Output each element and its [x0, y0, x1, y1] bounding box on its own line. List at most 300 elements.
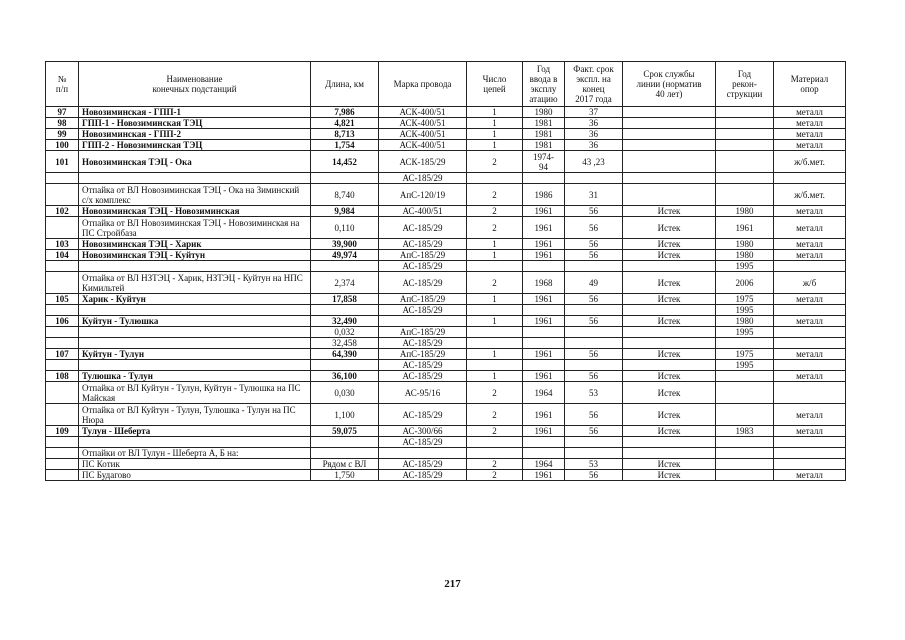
cell-year: 1961	[523, 239, 565, 250]
cell-circuits	[467, 305, 523, 316]
cell-material	[774, 360, 846, 371]
table-row	[46, 426, 846, 437]
cell-name: Новозиминская ТЭЦ - Новозиминская	[79, 206, 311, 217]
cell-num	[46, 184, 79, 206]
table-row	[46, 118, 846, 129]
cell-service	[623, 140, 716, 151]
cell-term: 56	[565, 404, 623, 426]
cell-recon: 1983	[716, 426, 774, 437]
cell-service: Истек	[623, 382, 716, 404]
table-row	[46, 239, 846, 250]
cell-term	[565, 360, 623, 371]
cell-year	[523, 305, 565, 316]
cell-length: 9,984	[311, 206, 379, 217]
cell-service: Истек	[623, 426, 716, 437]
cell-name: Новозиминская ТЭЦ - Ока	[79, 151, 311, 173]
cell-length: 36,100	[311, 371, 379, 382]
header-wire: Марка провода	[379, 62, 467, 107]
header-row	[46, 62, 846, 107]
header-name: Наименование конечных подстанций	[79, 62, 311, 107]
cell-recon: 1995	[716, 360, 774, 371]
cell-material: металл	[774, 426, 846, 437]
cell-wire: АС-300/66	[379, 426, 467, 437]
cell-term: 56	[565, 349, 623, 360]
cell-year: 1968	[523, 272, 565, 294]
cell-circuits	[467, 360, 523, 371]
cell-year	[523, 360, 565, 371]
cell-service	[623, 173, 716, 184]
cell-term: 56	[565, 217, 623, 239]
cell-wire: АС-185/29	[379, 338, 467, 349]
cell-wire: АС-185/29	[379, 173, 467, 184]
cell-term: 36	[565, 140, 623, 151]
cell-service: Истек	[623, 206, 716, 217]
cell-recon: 1980	[716, 206, 774, 217]
cell-material	[774, 305, 846, 316]
cell-wire: АпС-185/29	[379, 349, 467, 360]
table-row	[46, 437, 846, 448]
cell-name: ПС Будагово	[79, 470, 311, 481]
cell-name: Куйтун - Тулюшка	[79, 316, 311, 327]
cell-recon: 1975	[716, 349, 774, 360]
cell-term: 36	[565, 118, 623, 129]
cell-year: 1964	[523, 382, 565, 404]
cell-term: 43 ,23	[565, 151, 623, 173]
cell-year: 1986	[523, 184, 565, 206]
cell-service	[623, 327, 716, 338]
cell-term: 56	[565, 316, 623, 327]
cell-year	[523, 327, 565, 338]
cell-name	[79, 305, 311, 316]
cell-service	[623, 261, 716, 272]
table-row	[46, 327, 846, 338]
cell-term: 37	[565, 107, 623, 118]
cell-recon	[716, 382, 774, 404]
table-row	[46, 173, 846, 184]
cell-wire: АС-185/29	[379, 305, 467, 316]
cell-wire: АС-185/29	[379, 272, 467, 294]
table-row	[46, 448, 846, 459]
cell-term: 31	[565, 184, 623, 206]
cell-length: 1,100	[311, 404, 379, 426]
cell-wire: АС-185/29	[379, 437, 467, 448]
cell-wire: АС-185/29	[379, 360, 467, 371]
header-circuits: Число цепей	[467, 62, 523, 107]
cell-recon: 1980	[716, 250, 774, 261]
cell-wire	[379, 316, 467, 327]
cell-name: Тулун - Шеберта	[79, 426, 311, 437]
cell-circuits: 1	[467, 294, 523, 305]
cell-service	[623, 129, 716, 140]
cell-length: 17,858	[311, 294, 379, 305]
cell-service: Истек	[623, 217, 716, 239]
table-row	[46, 250, 846, 261]
cell-recon	[716, 140, 774, 151]
cell-circuits: 1	[467, 118, 523, 129]
cell-service: Истек	[623, 316, 716, 327]
cell-wire: АпС-120/19	[379, 184, 467, 206]
cell-wire: АС-185/29	[379, 470, 467, 481]
cell-name: Тулюшка - Тулун	[79, 371, 311, 382]
cell-recon	[716, 173, 774, 184]
cell-circuits: 1	[467, 129, 523, 140]
cell-wire: АСК-185/29	[379, 151, 467, 173]
cell-term	[565, 305, 623, 316]
cell-length: 1,754	[311, 140, 379, 151]
cell-term: 56	[565, 294, 623, 305]
table-row	[46, 107, 846, 118]
cell-num	[46, 217, 79, 239]
cell-name: Новозиминская ТЭЦ - Харик	[79, 239, 311, 250]
cell-year	[523, 437, 565, 448]
header-length: Длина, км	[311, 62, 379, 107]
cell-circuits: 2	[467, 382, 523, 404]
cell-circuits: 2	[467, 272, 523, 294]
cell-length	[311, 173, 379, 184]
cell-year: 1961	[523, 404, 565, 426]
cell-length: 0,030	[311, 382, 379, 404]
table-body	[46, 107, 846, 481]
cell-term: 36	[565, 129, 623, 140]
table-row	[46, 129, 846, 140]
cell-year: 1961	[523, 217, 565, 239]
cell-name: Отпайка от ВЛ Куйтун - Тулун, Куйтун - Тулюшка на ПС Майская	[79, 382, 311, 404]
table-row	[46, 294, 846, 305]
table-row	[46, 316, 846, 327]
header-num: № п/п	[46, 62, 79, 107]
cell-wire: АС-185/29	[379, 404, 467, 426]
cell-length	[311, 360, 379, 371]
table-row	[46, 305, 846, 316]
cell-length: 1,750	[311, 470, 379, 481]
cell-material: металл	[774, 217, 846, 239]
cell-recon	[716, 448, 774, 459]
cell-material: металл	[774, 206, 846, 217]
cell-name	[79, 338, 311, 349]
cell-material: металл	[774, 349, 846, 360]
table-row	[46, 470, 846, 481]
cell-wire: АС-400/51	[379, 206, 467, 217]
cell-num	[46, 338, 79, 349]
cell-circuits	[467, 261, 523, 272]
cell-length: 49,974	[311, 250, 379, 261]
cell-wire: АпС-185/29	[379, 294, 467, 305]
cell-year: 1961	[523, 349, 565, 360]
cell-name	[79, 261, 311, 272]
cell-material	[774, 173, 846, 184]
cell-length: 8,740	[311, 184, 379, 206]
cell-material: металл	[774, 250, 846, 261]
cell-term	[565, 338, 623, 349]
cell-wire: АС-185/29	[379, 239, 467, 250]
cell-num	[46, 470, 79, 481]
cell-num: 100	[46, 140, 79, 151]
cell-name: Новозиминская - ГПП-2	[79, 129, 311, 140]
cell-material: ж/б.мет.	[774, 151, 846, 173]
cell-name: Куйтун - Тулун	[79, 349, 311, 360]
cell-num: 108	[46, 371, 79, 382]
cell-material	[774, 382, 846, 404]
header-recon: Год рекон- струкции	[716, 62, 774, 107]
cell-num: 104	[46, 250, 79, 261]
cell-service: Истек	[623, 250, 716, 261]
table-row	[46, 272, 846, 294]
cell-wire: АСК-400/51	[379, 140, 467, 151]
cell-recon	[716, 437, 774, 448]
cell-year	[523, 338, 565, 349]
cell-num: 109	[46, 426, 79, 437]
cell-year	[523, 261, 565, 272]
cell-recon	[716, 151, 774, 173]
cell-name	[79, 437, 311, 448]
cell-circuits: 2	[467, 217, 523, 239]
cell-name: Харик - Куйтун	[79, 294, 311, 305]
cell-name: ГПП-1 - Новозиминская ТЭЦ	[79, 118, 311, 129]
cell-recon: 1995	[716, 305, 774, 316]
cell-year: 1961	[523, 206, 565, 217]
cell-length	[311, 448, 379, 459]
cell-recon	[716, 129, 774, 140]
cell-num: 101	[46, 151, 79, 173]
cell-recon	[716, 107, 774, 118]
cell-service: Истек	[623, 349, 716, 360]
cell-material	[774, 459, 846, 470]
cell-name	[79, 360, 311, 371]
cell-name	[79, 173, 311, 184]
cell-num	[46, 437, 79, 448]
cell-material: металл	[774, 140, 846, 151]
table-row	[46, 371, 846, 382]
cell-recon	[716, 371, 774, 382]
cell-length: 2,374	[311, 272, 379, 294]
cell-material: металл	[774, 371, 846, 382]
cell-material	[774, 261, 846, 272]
table-row	[46, 184, 846, 206]
cell-service: Истек	[623, 239, 716, 250]
cell-recon	[716, 459, 774, 470]
cell-length: 32,490	[311, 316, 379, 327]
cell-service	[623, 360, 716, 371]
header-material: Материал опор	[774, 62, 846, 107]
cell-length: 39,900	[311, 239, 379, 250]
cell-service	[623, 151, 716, 173]
cell-recon: 1975	[716, 294, 774, 305]
cell-service	[623, 184, 716, 206]
cell-num	[46, 272, 79, 294]
cell-term	[565, 327, 623, 338]
cell-term: 56	[565, 426, 623, 437]
cell-material: металл	[774, 470, 846, 481]
cell-recon: 2006	[716, 272, 774, 294]
cell-recon	[716, 470, 774, 481]
cell-term	[565, 448, 623, 459]
cell-num: 99	[46, 129, 79, 140]
cell-year: 1961	[523, 250, 565, 261]
table-row	[46, 459, 846, 470]
table-row	[46, 206, 846, 217]
cell-circuits: 1	[467, 140, 523, 151]
cell-recon: 1995	[716, 261, 774, 272]
lines-table	[45, 61, 846, 481]
cell-term: 56	[565, 239, 623, 250]
cell-wire: АС-185/29	[379, 217, 467, 239]
cell-service	[623, 107, 716, 118]
cell-num: 102	[46, 206, 79, 217]
cell-circuits: 1	[467, 349, 523, 360]
cell-circuits: 2	[467, 459, 523, 470]
cell-service: Истек	[623, 459, 716, 470]
cell-service: Истек	[623, 294, 716, 305]
cell-material: металл	[774, 129, 846, 140]
cell-num	[46, 448, 79, 459]
cell-num: 98	[46, 118, 79, 129]
cell-num	[46, 404, 79, 426]
cell-length	[311, 305, 379, 316]
cell-name: Отпайка от ВЛ Новозиминская ТЭЦ - Новозиминская на ПС Стройбаза	[79, 217, 311, 239]
cell-length	[311, 437, 379, 448]
cell-wire: АС-95/16	[379, 382, 467, 404]
cell-wire: АС-185/29	[379, 371, 467, 382]
cell-material: металл	[774, 294, 846, 305]
cell-length	[311, 261, 379, 272]
header-service: Срок службы линии (норматив 40 лет)	[623, 62, 716, 107]
cell-recon	[716, 338, 774, 349]
cell-circuits: 1	[467, 316, 523, 327]
cell-num: 103	[46, 239, 79, 250]
cell-wire: АС-185/29	[379, 261, 467, 272]
cell-num: 106	[46, 316, 79, 327]
cell-circuits: 2	[467, 426, 523, 437]
table-row	[46, 140, 846, 151]
cell-num	[46, 173, 79, 184]
cell-service: Истек	[623, 272, 716, 294]
cell-name: Новозиминская - ГПП-1	[79, 107, 311, 118]
table-row	[46, 360, 846, 371]
cell-term	[565, 261, 623, 272]
cell-term: 56	[565, 250, 623, 261]
cell-year: 1981	[523, 118, 565, 129]
cell-num: 97	[46, 107, 79, 118]
cell-num	[46, 382, 79, 404]
cell-circuits: 2	[467, 404, 523, 426]
cell-length: 14,452	[311, 151, 379, 173]
cell-num: 107	[46, 349, 79, 360]
table-row	[46, 382, 846, 404]
cell-year: 1961	[523, 371, 565, 382]
cell-service: Истек	[623, 371, 716, 382]
cell-recon	[716, 404, 774, 426]
cell-service	[623, 448, 716, 459]
cell-year: 1961	[523, 470, 565, 481]
cell-recon: 1980	[716, 316, 774, 327]
cell-material: ж/б	[774, 272, 846, 294]
cell-material	[774, 327, 846, 338]
cell-year: 1964	[523, 459, 565, 470]
cell-material: ж/б.мет.	[774, 184, 846, 206]
cell-length: 7,986	[311, 107, 379, 118]
cell-wire: АС-185/29	[379, 459, 467, 470]
cell-length: Рядом с ВЛ	[311, 459, 379, 470]
cell-circuits: 2	[467, 470, 523, 481]
cell-name: Отпайка от ВЛ Куйтун - Тулун, Тулюшка - Тулун на ПС Нюра	[79, 404, 311, 426]
cell-wire: АСК-400/51	[379, 118, 467, 129]
cell-length: 64,390	[311, 349, 379, 360]
cell-service	[623, 118, 716, 129]
cell-service: Истек	[623, 404, 716, 426]
cell-name: Новозиминская ТЭЦ - Куйтун	[79, 250, 311, 261]
cell-num	[46, 360, 79, 371]
cell-circuits: 1	[467, 250, 523, 261]
cell-circuits: 2	[467, 151, 523, 173]
cell-term: 56	[565, 470, 623, 481]
cell-length: 59,075	[311, 426, 379, 437]
cell-length: 8,713	[311, 129, 379, 140]
cell-length: 32,458	[311, 338, 379, 349]
cell-recon: 1995	[716, 327, 774, 338]
cell-circuits: 2	[467, 206, 523, 217]
cell-material: металл	[774, 404, 846, 426]
cell-year: 1980	[523, 107, 565, 118]
cell-year: 1981	[523, 140, 565, 151]
cell-term: 56	[565, 206, 623, 217]
cell-year: 1974- 94	[523, 151, 565, 173]
cell-wire	[379, 448, 467, 459]
cell-service	[623, 338, 716, 349]
cell-name: ПС Котик	[79, 459, 311, 470]
cell-term	[565, 437, 623, 448]
table-row	[46, 404, 846, 426]
cell-service	[623, 437, 716, 448]
cell-term: 53	[565, 459, 623, 470]
cell-circuits	[467, 173, 523, 184]
cell-length: 4,821	[311, 118, 379, 129]
cell-circuits: 1	[467, 107, 523, 118]
cell-service: Истек	[623, 470, 716, 481]
cell-name: Отпайки от ВЛ Тулун - Шеберта А, Б на:	[79, 448, 311, 459]
table-row	[46, 261, 846, 272]
cell-num: 105	[46, 294, 79, 305]
cell-term	[565, 173, 623, 184]
cell-wire: АпС-185/29	[379, 327, 467, 338]
cell-circuits: 1	[467, 239, 523, 250]
cell-num	[46, 261, 79, 272]
cell-year: 1961	[523, 294, 565, 305]
cell-recon: 1980	[716, 239, 774, 250]
cell-material: металл	[774, 118, 846, 129]
cell-term: 49	[565, 272, 623, 294]
cell-material	[774, 448, 846, 459]
cell-service	[623, 305, 716, 316]
cell-year	[523, 448, 565, 459]
cell-wire: АпС-185/29	[379, 250, 467, 261]
cell-material	[774, 437, 846, 448]
table-row	[46, 349, 846, 360]
header-term: Факт. срок экспл. на конец 2017 года	[565, 62, 623, 107]
page-number: 217	[444, 578, 461, 590]
cell-year	[523, 173, 565, 184]
table-row	[46, 151, 846, 173]
cell-recon	[716, 118, 774, 129]
cell-year: 1961	[523, 426, 565, 437]
cell-num	[46, 327, 79, 338]
table-row	[46, 217, 846, 239]
cell-term: 53	[565, 382, 623, 404]
cell-material: металл	[774, 107, 846, 118]
cell-wire: АСК-400/51	[379, 107, 467, 118]
cell-circuits: 1	[467, 371, 523, 382]
cell-circuits	[467, 338, 523, 349]
cell-year: 1981	[523, 129, 565, 140]
